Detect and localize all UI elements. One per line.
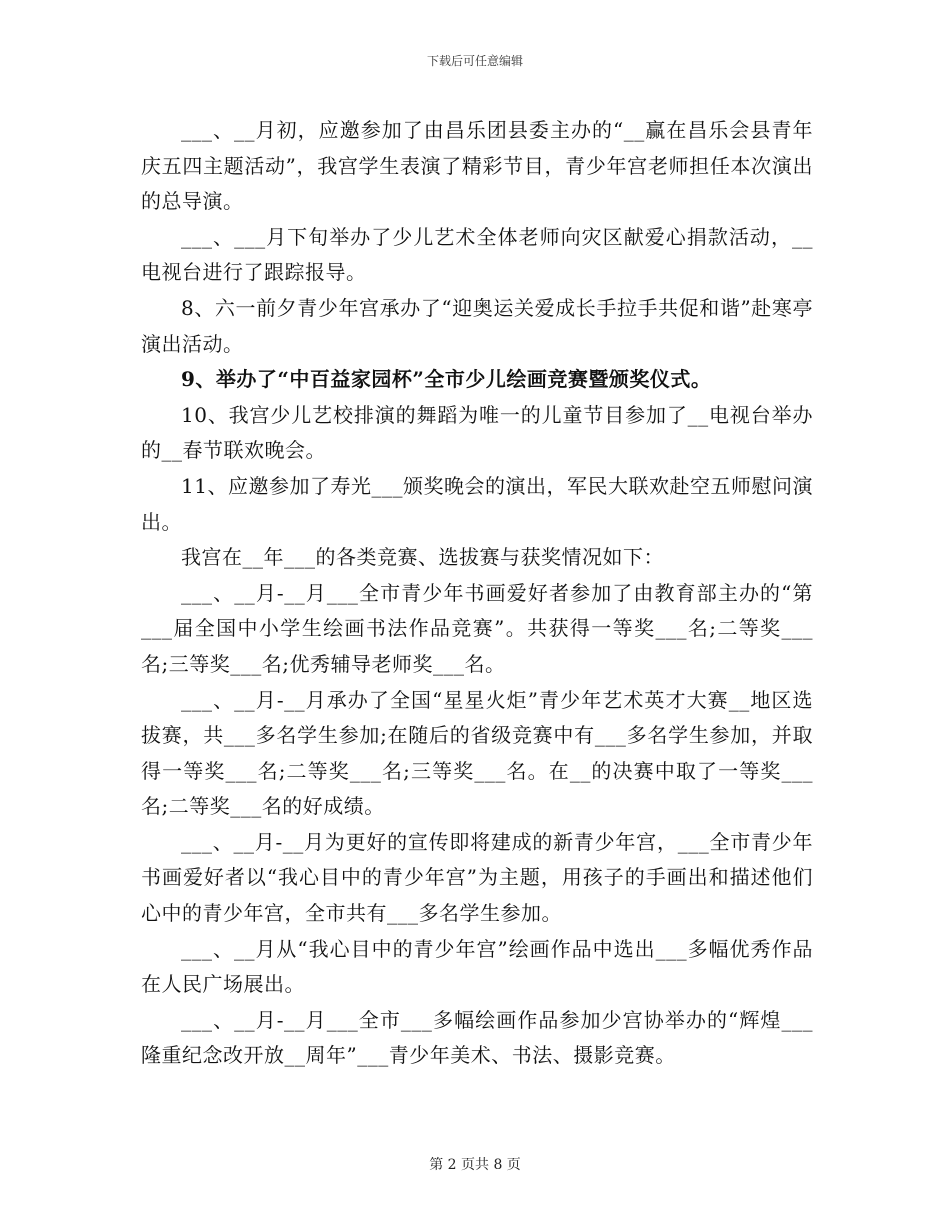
paragraph-8: ___、__月-__月___全市青少年书画爱好者参加了由教育部主办的“第___届全国中小学生绘画书法作品竞赛”。共获得一等奖___名;二等奖___名;三等奖___名;优秀辅导老师奖___名。 — [141, 580, 813, 676]
paragraph-7: 我宫在__年___的各类竞赛、选拔赛与获奖情况如下： — [181, 545, 664, 570]
paragraph-3: 8、六一前夕青少年宫承办了“迎奥运关爱成长手拉手共促和谐”赴寒亭演出活动。 — [141, 295, 813, 356]
paragraph-12: ___、__月-__月___全市___多幅绘画作品参加少宫协举办的“辉煌___隆重纪念改开放__周年”___青少年美术、书法、摄影竞赛。 — [141, 1007, 813, 1068]
paragraph-11: ___、__月从“我心目中的青少年宫”绘画作品中选出___多幅优秀作品在人民广场展出。 — [141, 936, 813, 997]
page-footer: 第 2 页共 8 页 — [429, 1157, 521, 1173]
paragraph-6: 11、应邀参加了寿光___颁奖晚会的演出，军民大联欢赴空五师慰问演出。 — [141, 473, 813, 534]
paragraph-5: 10、我宫少儿艺校排演的舞蹈为唯一的儿童节目参加了__电视台举办的__春节联欢晚会。 — [141, 402, 813, 463]
paragraph-4-bold: 9、举办了“中百益家园杯”全市少儿绘画竞赛暨颁奖仪式。 — [181, 367, 712, 392]
paragraph-10: ___、__月-__月为更好的宣传即将建成的新青少年宫，___全市青少年书画爱好者以“我心目中的青少年宫”为主题，用孩子的手画出和描述他们心中的青少年宫，全市共有___多名学生参加。 — [141, 829, 813, 926]
document-body — [141, 113, 813, 1074]
paragraph-1: ___、__月初，应邀参加了由昌乐团县委主办的“__赢在昌乐会县青年庆五四主题活动”，我宫学生表演了精彩节目，青少年宫老师担任本次演出的总导演。 — [141, 118, 813, 214]
paragraph-2: ___、___月下旬举办了少儿艺术全体老师向灾区献爱心捐款活动，__电视台进行了跟踪报导。 — [141, 224, 813, 285]
paragraph-9: ___、__月-__月承办了全国“星星火炬”青少年艺术英才大赛__地区选拔赛，共___多名学生参加;在随后的省级竞赛中有___多名学生参加，并取得一等奖___名;二等奖___名;三等奖___名。在__的决赛中取了一等奖___名;二等奖___名的好成绩。 — [141, 687, 813, 819]
page-header: 下载后可任意编辑 — [426, 54, 523, 68]
